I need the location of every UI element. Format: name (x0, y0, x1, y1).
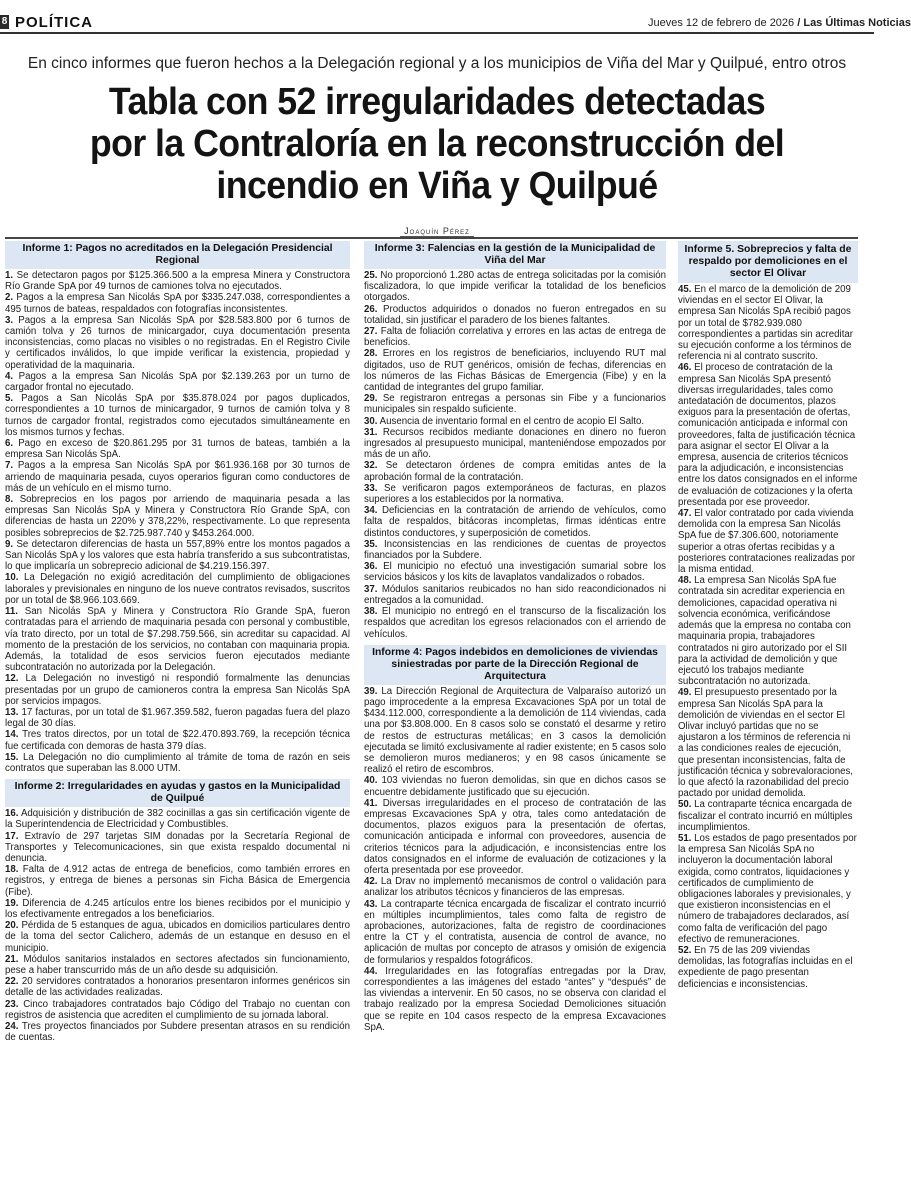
item-text: Se detectaron pagos por $125.366.500 a la empresa Minera y Constructora Río Grande SpA por 49 turnos de camiones tolva no ejecutados. (5, 270, 350, 293)
list-item (5, 752, 350, 774)
item-number: 46. (678, 362, 692, 374)
report-title: Informe 5. Sobreprecios y falta de respaldo por demoliciones en el sector El Olivar (678, 241, 858, 283)
dateline (648, 17, 911, 29)
item-number: 49. (678, 687, 692, 699)
item-text: Diferencia de 4.245 artículos entre los bienes recibidos por el municipio y los efectivamente entregados a los beneficiarios. (5, 897, 350, 920)
item-text: Pago en exceso de $20.861.295 por 31 turnos de bateas, también a la empresa San Nicolás SpA. (5, 438, 350, 461)
report-title: Informe 2: Irregularidades en ayudas y gastos en la Municipalidad de Quilpué (5, 779, 350, 807)
list-item (364, 561, 666, 583)
report-title: Informe 4: Pagos indebidos en demoliciones de viviendas siniestradas por parte de la Dirección Regional de Arquitectura (364, 645, 666, 685)
list-item (678, 687, 858, 799)
list-item (364, 427, 666, 461)
item-number: 5. (5, 393, 14, 405)
list-item (364, 584, 666, 606)
list-item (678, 284, 858, 362)
list-item (5, 460, 350, 494)
list-item (364, 798, 666, 876)
headline-line: por la Contraloría en la reconstrucción del (89, 123, 785, 165)
list-item (5, 315, 350, 371)
item-number: 9. (5, 538, 14, 550)
list-item (5, 371, 350, 393)
list-item (678, 362, 858, 508)
item-text: Pagos a la empresa San Nicolás SpA por $335.247.038, correspondientes a 495 turnos de bateas, respaldados con fotografías inconsistentes. (5, 292, 350, 315)
list-item (5, 729, 350, 751)
issue-date: Jueves 12 de febrero de 2026 (648, 17, 795, 29)
item-text: Los estados de pago presentados por la empresa San Nicolás SpA no incluyeron la documentación laboral exigida, como contratos, liquidaciones y certificados de cumplimiento de obligaciones laborales y previsionales, y que existieron inconsistencias en el número de trabajadores declarados, así como falta de verificación del pago efectivo de remuneraciones. (678, 832, 857, 945)
item-text: Falta de 4.912 actas de entrega de beneficios, como también errores en registros, y entrega de bienes a personas sin Ficha Básica de Emergencia (Fibe). (5, 864, 350, 898)
item-text: Recursos recibidos mediante donaciones en dinero no fueron ingresados al presupuesto municipal, manteniéndose empozados por más de un año. (364, 426, 666, 461)
item-text: La Delegación no exigió acreditación del cumplimiento de obligaciones laborales y previsionales en ninguno de los nueve contratos revisados, suscritos por un total de $8.966.103.669. (5, 572, 350, 606)
item-number: 15. (5, 751, 19, 763)
item-number: 50. (678, 799, 692, 811)
item-number: 14. (5, 729, 19, 741)
page-number: 8 (1, 16, 8, 27)
report-2 (5, 779, 350, 1043)
report-5 (678, 241, 858, 990)
list-item (364, 966, 666, 1033)
item-text: El proceso de contratación de la empresa San Nicolás SpA presentó diversas irregularidades, tales como antedatación de documentos, plazos exiguos para la presentación de ofertas, comunicación anticipada e informal con proveedores, falta de justificación técnica para asignar el sector El Olivar a la empresa, ausencia de criterios técnicos para la adjudicación, e inconsistencias entre los datos consignados en el informe de evaluación de cotizaciones y la oferta presentada por ese proveedor. (678, 362, 858, 508)
headline (83, 81, 792, 207)
dateline-separator: / (794, 17, 804, 29)
item-number: 48. (678, 575, 692, 587)
item-number: 30. (364, 415, 378, 427)
report-1 (5, 241, 350, 774)
item-text: Adquisición y distribución de 382 cocinillas a gas sin certificación vigente de la Superintendencia de Electricidad y Combustibles. (5, 808, 350, 831)
item-text: La Dirección Regional de Arquitectura de Valparaíso autorizó un pago improcedente a la empresa Excavaciones SpA por un total de $434.112.000, correspondiente a la demolición de 114 viviendas, cada una por $3.808.000. En 8 casos solo se constató el desarme y retiro de restos de estructuras metálicas; en 3 casos la demolición ejecutada se limitó exclusivamente al radier existente; en 5 casos solo se demolieron muros medianeros; y en 98 casos únicamente se realizó el retiro de escombros. (364, 685, 666, 776)
list-item (5, 707, 350, 729)
item-number: 52. (678, 944, 692, 956)
item-number: 28. (364, 348, 378, 360)
list-item (364, 416, 666, 427)
page-header (0, 0, 911, 36)
item-text: La Delegación no dio cumplimiento al trámite de toma de razón en seis contratos que superaban las 8.000 UTM. (5, 751, 350, 774)
item-text: Inconsistencias en las rendiciones de cuentas de proyectos financiados por la Subdere. (364, 538, 666, 562)
item-text: El municipio no efectuó una investigación sumarial sobre los servicios básicos y los kits de lavaplatos vandalizados o robados. (364, 561, 666, 584)
item-number: 16. (5, 808, 19, 820)
section-label: POLÍTICA (15, 14, 93, 31)
item-number: 3. (5, 314, 14, 326)
item-number: 51. (678, 832, 692, 844)
item-number: 44. (364, 965, 378, 977)
list-item (364, 775, 666, 797)
item-number: 22. (5, 976, 19, 988)
item-number: 42. (364, 876, 378, 888)
list-item (364, 460, 666, 482)
item-text: El presupuesto presentado por la empresa San Nicolás SpA para la demolición de viviendas en el sector El Olivar incluyó partidas que no se ajustaron a los términos de referencia ni a las condiciones reales de ejecución, que presentan inconsistencias, falta de justificación técnica y sobrevaloraciones, lo que afectó la razonabilidad del precio pactado por unidad demolida. (678, 687, 853, 800)
item-text: Productos adquiridos o donados no fueron entregados en su totalidad, sin justificar el paradero de los bienes faltantes. (364, 303, 666, 326)
item-text: Tres tratos directos, por un total de $22.470.893.769, la recepción técnica fue certificada con demoras de hasta 379 días. (5, 729, 350, 752)
item-text: Diversas irregularidades en el proceso de contratación de las empresas Excavaciones SpA y otra, tales como antedatación de documentos, plazos exiguos para la presentación de ofertas, comunicación anticipada e informal con proveedores, ausencia de criterios técnicos para la adjudicación, e inconsistencias entre los datos consignados en el informe de evaluación de cotizaciones y la oferta presentada por ese proveedor. (364, 797, 666, 876)
item-text: 103 viviendas no fueron demolidas, sin que en dichos casos se encuentre debidamente justificado que su ejecución. (364, 775, 667, 798)
list-item (5, 976, 350, 998)
list-item (364, 539, 666, 561)
item-text: San Nicolás SpA y Minera y Constructora Río Grande SpA, fueron contratadas para el arriendo de maquinaria pesada con personal y combustible, vía trato directo, por un total de $7.298.759.566, sin acreditar su capacidad. Al momento de la prestación de los servicios, no contaban con maquinaria propia. Además, la totalidad de esos servicios fueron ejecutados mediante subcontratación no autorizada por la Delegación. (5, 606, 350, 674)
list-item (364, 304, 666, 326)
list-item (5, 292, 350, 314)
item-number: 33. (364, 482, 378, 494)
item-text: Se verificaron pagos extemporáneos de facturas, en plazos superiores a los establecidos por la normativa. (364, 482, 666, 506)
item-text: Deficiencias en la contratación de arriendo de vehículos, como falta de respaldos, bitácoras incompletas, firmas idénticas entre distintos conductores, y superposición de cometidos. (364, 505, 667, 539)
item-text: El municipio no entregó en el transcurso de la fiscalización los respaldos que acreditan los egresos relacionados con el arriendo de vehículos. (364, 606, 666, 640)
item-text: Errores en los registros de beneficiarios, incluyendo RUT mal digitados, uso de RUT genéricos, omisión de fechas, diferencias en los números de las Fichas Básicas de Emergencia (Fibe) y en la cantidad de integrantes del grupo familiar. (364, 348, 666, 394)
item-text: 17 facturas, por un total de $1.967.359.582, fueron pagadas fuera del plazo legal de 30 días. (5, 706, 350, 730)
item-number: 24. (5, 1021, 19, 1032)
item-text: Sobreprecios en los pagos por arriendo de maquinaria pesada a las empresas San Nicolás SpA y Minera y Constructora Río Grande SpA, con diferencias de hasta un 220% y 378,22%, respectivamente. Lo que representa posibles sobreprecios de $2.725.987.740 y $453.264.000. (5, 494, 350, 539)
item-number: 39. (364, 685, 378, 697)
item-number: 27. (364, 326, 378, 338)
item-number: 10. (5, 572, 19, 584)
list-item (5, 898, 350, 920)
column-middle (364, 241, 666, 1176)
column-right (678, 241, 858, 1176)
list-item (5, 539, 350, 573)
item-text: Pagos a San Nicolás SpA por $35.878.024 por pagos duplicados, correspondientes a 10 turnos de minicargador, 9 turnos de camión tolva y 8 turnos de cargador frontal, registrados como ejecutados simultáneamente en los mismos turnos y fechas. (5, 393, 350, 438)
item-number: 21. (5, 953, 19, 965)
item-number: 45. (678, 284, 692, 295)
list-item (5, 999, 350, 1021)
item-number: 36. (364, 561, 378, 573)
item-number: 40. (364, 775, 378, 787)
list-item (5, 606, 350, 673)
headline-line: incendio en Viña y Quilpué (216, 165, 658, 207)
item-number: 2. (5, 292, 14, 304)
item-text: Pérdida de 5 estanques de agua, ubicados en domicilios particulares dentro de la toma del sector Calichero, además de un estanque en desuso en el municipio. (5, 920, 350, 954)
item-number: 23. (5, 998, 19, 1010)
list-item (5, 673, 350, 707)
list-item (5, 438, 350, 460)
item-text: 20 servidores contratados a honorarios presentaron informes genéricos sin detalle de las actividades realizadas. (5, 976, 350, 999)
column-top-rule (5, 237, 858, 239)
item-number: 13. (5, 706, 19, 718)
item-text: La Delegación no investigó ni respondió formalmente las denuncias presentadas por un grupo de camioneros contra la empresa San Nicolás SpA por servicios impagos. (5, 673, 350, 707)
item-number: 37. (364, 583, 378, 595)
item-number: 47. (678, 508, 692, 520)
item-number: 11. (5, 606, 18, 618)
item-number: 34. (364, 505, 378, 517)
list-item (5, 954, 350, 976)
list-item (5, 270, 350, 292)
item-text: Módulos sanitarios reubicados no han sido reacondicionados ni entregados a la comunidad. (364, 583, 666, 606)
list-item (678, 833, 858, 945)
header-rule (0, 32, 874, 34)
list-item (5, 831, 350, 865)
item-number: 32. (364, 460, 378, 472)
list-item (678, 799, 858, 833)
list-item (364, 899, 666, 966)
item-number: 17. (5, 830, 19, 842)
report-title: Informe 1: Pagos no acreditados en la Delegación Presidencial Regional (5, 241, 350, 269)
list-item (364, 483, 666, 505)
item-number: 1. (5, 270, 14, 281)
list-item (364, 326, 666, 348)
item-number: 6. (5, 438, 14, 450)
kicker: En cinco informes que fueron hechos a la Delegación regional y a los municipios de Viña del Mar y Quilpué, entro otros (27, 55, 847, 72)
item-text: Falta de foliación correlativa y errores en las actas de entrega de beneficios. (364, 326, 666, 349)
item-text: La empresa San Nicolás SpA fue contratada sin acreditar experiencia en demoliciones, capacidad operativa ni solvencia económica, verificándose además que la empresa no contaba con maquinaria propia, trabajadores contratados ni giro autorizado por el SII para la actividad de demolición y que ejecutó los trabajos mediante subcontratación no autorizada. (678, 575, 851, 688)
item-text: Se detectaron órdenes de compra emitidas antes de la aprobación formal de la contratación. (364, 460, 666, 483)
column-left (5, 241, 350, 1176)
item-text: Pagos a la empresa San Nicolás SpA por $28.583.800 por 6 turnos de camión tolva y 26 turnos de minicargador, cuya documentación presenta inconsistencias, como placas no visibles o no registradas. En el Registro Civile y certificados inválidos, lo que impide verificar la existencia, propiedad y operatividad de la maquinaria. (5, 314, 350, 371)
item-number: 20. (5, 920, 19, 932)
item-number: 43. (364, 898, 378, 910)
item-text: Se detectaron diferencias de hasta un 557,89% entre los montos pagados a San Nicolás SpA y los valores que esta habría transferido a sus subcontratistas, lo que implicaría un sobreprecio adicional de $4.219.156.397. (5, 538, 350, 573)
item-text: No proporcionó 1.280 actas de entrega solicitadas por la comisión fiscalizadora, lo que impide verificar la totalidad de los beneficios otorgados. (364, 270, 666, 304)
headline-line: Tabla con 52 irregularidades detectadas (108, 81, 766, 123)
item-number: 41. (364, 797, 378, 809)
item-text: El valor contratado por cada vivienda demolida con la empresa San Nicolás SpA fue de $7.306.600, notoriamente superior a otras ofertas recibidas y a posteriores contrataciones realizadas por la misma entidad. (678, 508, 856, 576)
item-text: Extravío de 297 tarjetas SIM donadas por la Secretaría Regional de Transportes y Telecomunicaciones, sin que exista respaldo documental ni denuncia. (5, 830, 350, 864)
list-item (364, 606, 666, 640)
item-text: Cinco trabajadores contratados bajo Código del Trabajo no cuentan con registros de asistencia que acrediten el cumplimiento de su jornada laboral. (5, 998, 350, 1021)
list-item (678, 508, 858, 575)
item-text: Módulos sanitarios instalados en sectores afectados sin funcionamiento, pese a haber transcurrido más de un año desde su adquisición. (5, 953, 350, 976)
list-item (5, 808, 350, 830)
item-number: 4. (5, 370, 14, 382)
list-item (678, 575, 858, 687)
item-number: 38. (364, 606, 378, 618)
list-item (678, 945, 858, 990)
item-text: En 75 de las 209 viviendas demolidas, las fotografías incluidas en el expediente de pago presentan deficiencias e inconsistencias. (678, 944, 853, 990)
list-item (5, 572, 350, 606)
item-text: Pagos a la empresa San Nicolás SpA por $61.936.168 por 30 turnos de arriendo de maquinaria pesada, cuyos operarios figuran como conductores de más de un vehículo en el mismo turno. (5, 460, 350, 494)
item-number: 31. (364, 426, 378, 438)
list-item (5, 494, 350, 539)
item-text: Pagos a la empresa San Nicolás SpA por $2.139.263 por un turno de cargador frontal no ejecutado. (5, 370, 351, 394)
item-text: Ausencia de inventario formal en el centro de acopio El Salto. (379, 415, 645, 427)
item-number: 8. (5, 494, 14, 506)
report-3 (364, 241, 666, 640)
item-text: Tres proyectos financiados por Subdere presentan atrasos en su rendición de cuentas. (5, 1021, 350, 1044)
item-number: 29. (364, 393, 378, 405)
list-item (364, 270, 666, 304)
item-number: 19. (5, 897, 19, 909)
list-item (364, 348, 666, 393)
report-4 (364, 645, 666, 1033)
item-text: Irregularidades en las fotografías entregadas por la Drav, correspondientes a las imágenes del estado “antes” y “después” de las viviendas a intervenir. En 50 casos, no se observa con claridad el trabajo realizado por la empresa Sociedad Demoliciones situación que se repite en 104 casos respecto de la empresa Excavaciones SpA. (364, 965, 666, 1033)
report-title: Informe 3: Falencias en la gestión de la Municipalidad de Viña del Mar (364, 241, 666, 269)
list-item (5, 864, 350, 898)
list-item (364, 876, 666, 898)
byline (0, 226, 874, 236)
list-item (364, 505, 666, 539)
list-item (364, 393, 666, 415)
item-number: 25. (364, 270, 378, 281)
list-item (5, 920, 350, 954)
item-text: La contraparte técnica encargada de fiscalizar el contrato incurrió en múltiples incumplimientos, tales como falta de registro de aprobaciones, autorizaciones, falta de registro de coordinaciones entre la CT y el contratista, ausencia de control de avance, no aplicación de multas por concepto de atrasos y omisión de exigencia de formularios y respaldos fotográficos. (364, 898, 666, 966)
item-number: 35. (364, 538, 378, 550)
item-number: 18. (5, 864, 19, 876)
item-text: Se registraron entregas a personas sin Fibe y a funcionarios municipales sin respaldo suficiente. (364, 393, 666, 416)
item-number: 12. (5, 673, 19, 685)
item-text: En el marco de la demolición de 209 viviendas en el sector El Olivar, la empresa San Nicolás SpA recibió pagos por un total de $782.939.080 correspondientes a partidas sin acreditar su ejecución conforme a los términos de referencia ni al contrato suscrito. (678, 284, 854, 363)
list-item (5, 1021, 350, 1043)
item-text: La contraparte técnica encargada de fiscalizar el contrato incurrió en múltiples incumplimientos. (678, 799, 853, 833)
item-number: 7. (5, 460, 14, 472)
author: Joaquín Pérez (400, 226, 474, 237)
list-item (5, 393, 350, 438)
item-text: La Drav no implementó mecanismos de control o validación para analizar los atributos técnicos y financieros de las empresas. (364, 876, 666, 899)
publication-name: Las Últimas Noticias (803, 17, 911, 29)
item-number: 26. (364, 303, 378, 315)
list-item (364, 686, 666, 776)
